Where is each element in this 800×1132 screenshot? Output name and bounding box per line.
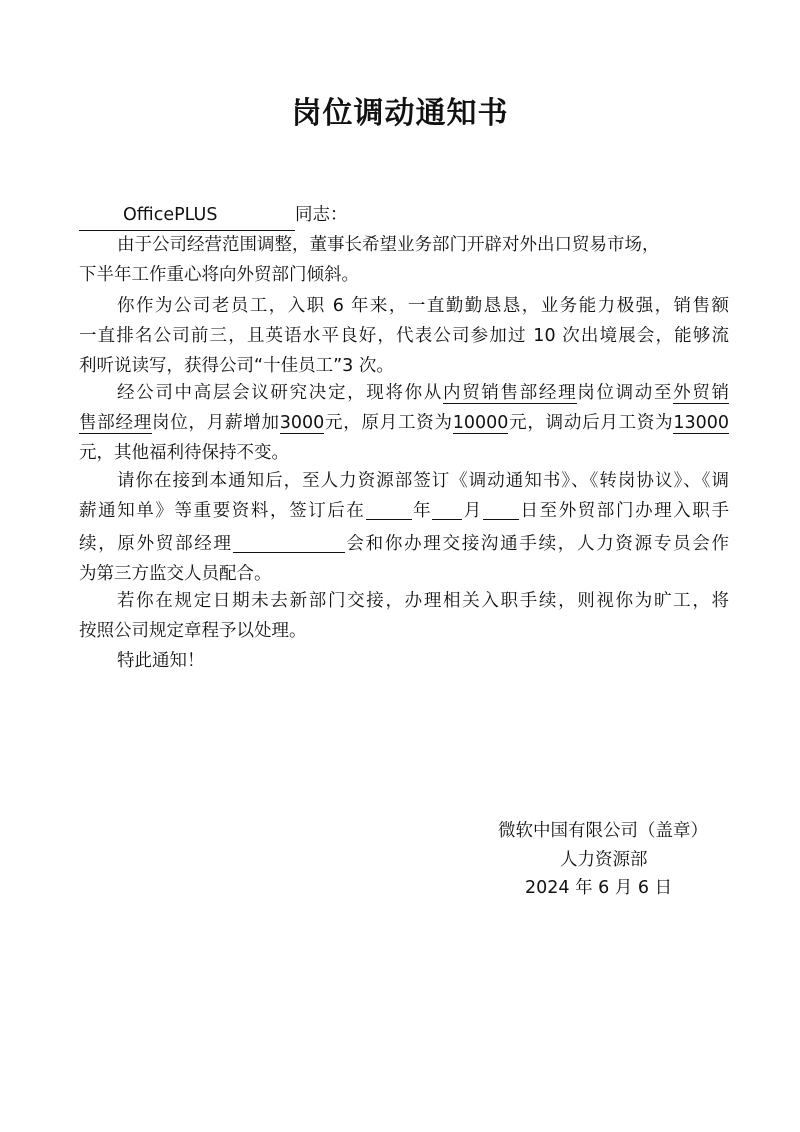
former-manager-blank — [233, 530, 345, 553]
paragraph-5-line-1: 若你在规定日期未去新部门交接，办理相关入职手续，则视你为旷工，将 — [117, 591, 729, 611]
recipient-name: OfficePLUS — [123, 205, 218, 225]
paragraph-4-text: 日至外贸部门办理入职手 — [518, 501, 730, 521]
paragraph-4-line-1: 请你在接到本通知后，至人力资源部签订《调动通知书》、《转岗协议》、《调 — [117, 471, 729, 491]
old-salary: 10000 — [452, 413, 509, 433]
paragraph-5-line-2: 按照公司规定章程予以处理。 — [79, 621, 307, 641]
paragraph-3-text: 岗位，月薪增加 — [151, 413, 280, 433]
to-department-part-1: 外贸销 — [673, 383, 730, 403]
paragraph-3-text: 经公司中高层会议研究决定，现将你从 — [117, 383, 444, 403]
salutation: 同志： — [295, 205, 348, 225]
paragraph-3-text: 岗位调动至 — [577, 383, 674, 403]
year-label: 年 — [411, 501, 433, 521]
paragraph-2-line-1: 你作为公司老员工，入职 6 年来，一直勤勤恳恳，业务能力极强，销售额 — [117, 296, 729, 316]
paragraph-4-text: 薪通知单》等重要资料，签订后在 — [79, 501, 366, 521]
recipient-name-field — [79, 200, 295, 231]
paragraph-3-line-3: 元，其他福利待保持不变。 — [79, 443, 289, 463]
recipient-line — [79, 200, 729, 231]
from-department: 内贸销售部经理 — [443, 383, 578, 403]
new-salary: 13000 — [673, 413, 730, 433]
paragraph-4-line-4: 为第三方监交人员配合。 — [79, 564, 272, 584]
paragraph-1-line-1: 由于公司经营范围调整，董事长希望业务部门开辟对外出口贸易市场， — [117, 235, 660, 255]
paragraph-4-text: 会和你办理交接沟通手续，人力资源专员会作 — [344, 534, 730, 554]
paragraph-3-line-1 — [117, 378, 729, 408]
paragraph-4-line-3 — [79, 529, 729, 559]
signature-department: 人力资源部 — [560, 850, 648, 870]
paragraph-3-text: 元，原月工资为 — [324, 413, 453, 433]
signature-company: 微软中国有限公司（盖章） — [498, 821, 708, 841]
closing-text: 特此通知！ — [117, 651, 205, 671]
paragraph-3-line-2 — [79, 408, 729, 438]
paragraph-4-line-2 — [79, 496, 729, 526]
paragraph-3-text: 元，调动后月工资为 — [508, 413, 674, 433]
month-label: 月 — [462, 501, 483, 521]
paragraph-1-line-2: 下半年工作重心将向外贸部门倾斜。 — [79, 265, 359, 285]
month-blank — [432, 497, 462, 520]
paragraph-2-line-3: 利听说读写，获得公司“十佳员工”3 次。 — [79, 356, 394, 376]
document-title: 岗位调动通知书 — [291, 96, 509, 131]
signature-date: 2024 年 6 月 6 日 — [525, 878, 673, 898]
day-blank — [483, 497, 519, 520]
paragraph-4-text: 续，原外贸部经理 — [79, 534, 233, 554]
to-department-part-2: 售部经理 — [79, 413, 152, 433]
paragraph-2-line-2: 一直排名公司前三，且英语水平良好，代表公司参加过 10 次出境展会，能够流 — [79, 326, 729, 346]
salary-raise: 3000 — [279, 413, 325, 433]
year-blank — [366, 497, 412, 520]
